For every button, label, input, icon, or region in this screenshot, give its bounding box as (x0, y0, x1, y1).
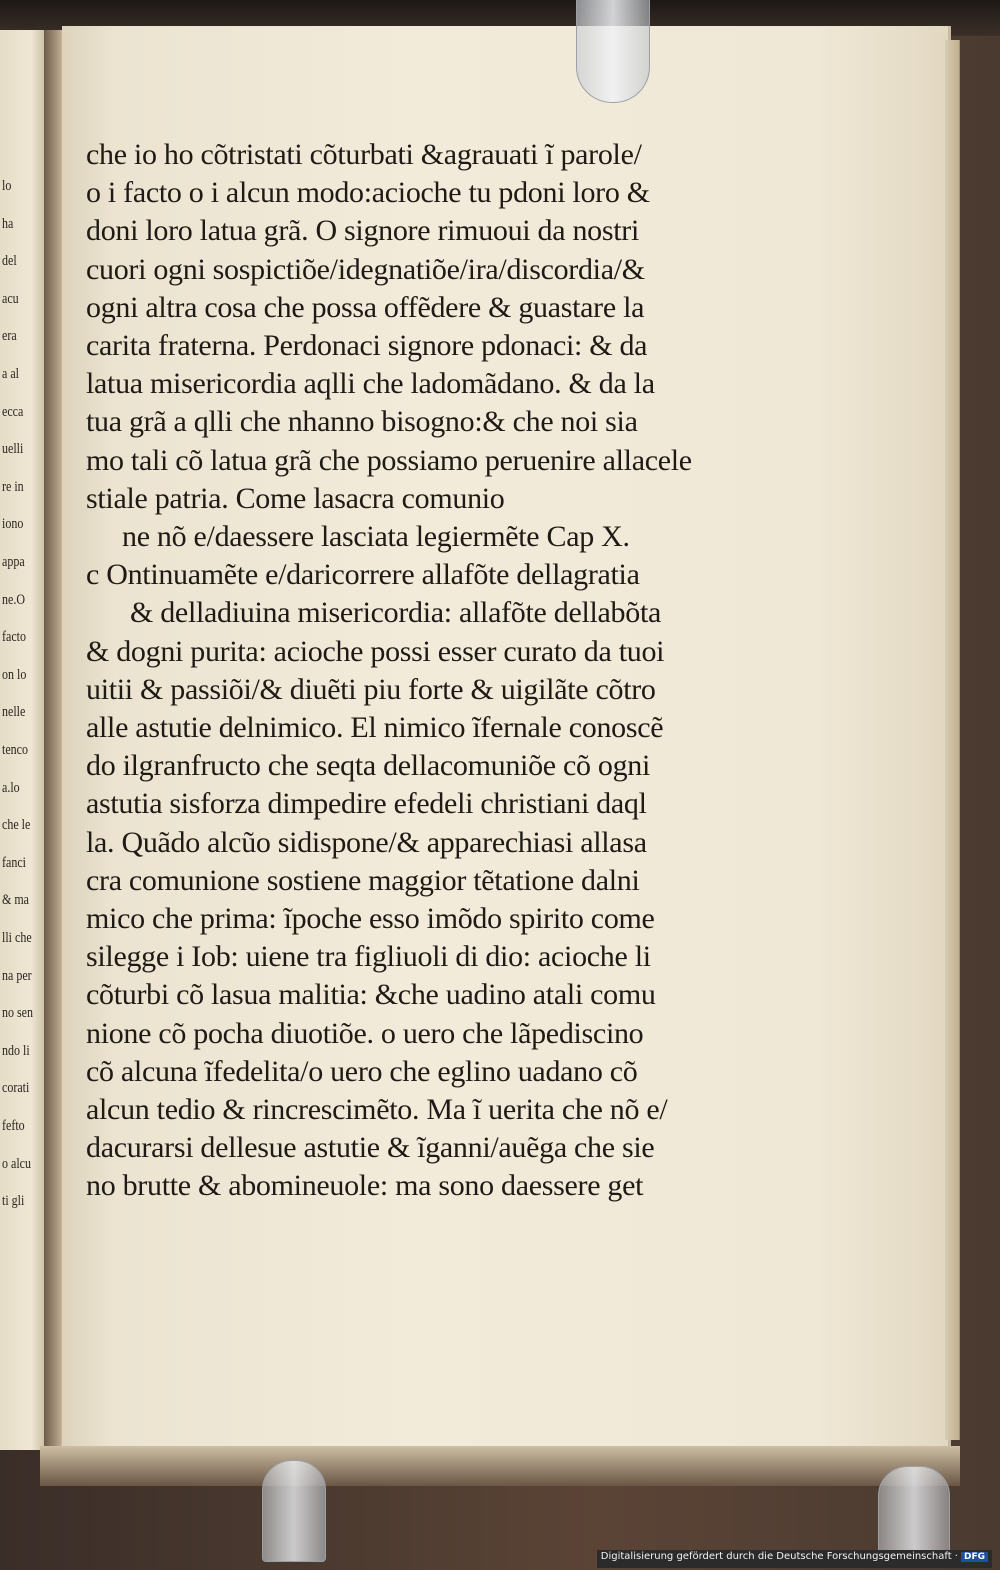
text-line: astutia sisforza dimpedire efedeli christiani daql (86, 787, 647, 821)
left-page-fragment: lli che (2, 930, 32, 946)
text-line: nione cõ pocha diuotiõe. o uero che lãpediscino (86, 1016, 644, 1050)
text-line: & dogni purita: acioche possi esser curato da tuoi (86, 634, 665, 668)
text-line: do ilgranfructo che seqta dellacomuniõe cõ ogni (86, 749, 651, 783)
text-line: cõ alcuna ĩfedelita/o uero che eglino uadano cõ (86, 1054, 638, 1088)
left-page-fragment: uelli (2, 441, 24, 458)
left-page-fragment: ecca (2, 403, 24, 420)
text-line: latua misericordia aqlli che ladomãdano. & da la (86, 367, 655, 401)
left-page-fragment: a al (2, 366, 19, 382)
left-page-fragment: facto (2, 629, 26, 646)
text-line: uitii & passiõi/& diuẽti piu forte & uigilãte cõtro (86, 672, 656, 706)
text-line: & delladiuina misericordia: allafõte dellabõta (130, 596, 661, 630)
text-line: ogni altra cosa che possa offẽdere & guastare la (86, 290, 645, 324)
left-page-fragment: a.lo (2, 779, 20, 796)
left-page-fragment: no sen (2, 1005, 33, 1022)
left-page-fragment: nelle (2, 704, 26, 721)
text-line: ne nõ e/daessere lasciata legiermẽte Cap X. (122, 520, 630, 553)
left-page-fragment: ndo li (2, 1042, 30, 1059)
left-page-fragment: acu (2, 290, 19, 307)
text-line: cuori ogni sospictiõe/idegnatiõe/ira/discordia/& (86, 252, 645, 286)
credit-text: Digitalisierung gefördert durch die Deutsche Forschungsgemeinschaft · (600, 1551, 958, 1562)
left-page-fragment: o alcu (2, 1155, 31, 1172)
text-line: c Ontinuamẽte e/daricorrere allafõte dellagratia (86, 558, 640, 592)
left-page-fragment: corati (2, 1080, 30, 1097)
left-page-fragment: fefto (2, 1118, 25, 1134)
left-page-fragment: appa (2, 554, 25, 570)
page-clip-bottom-right (878, 1466, 950, 1562)
text-line: stiale patria. Come lasacra comunio (86, 481, 505, 515)
text-line: mo tali cõ latua grã che possiamo peruenire allacele (86, 443, 692, 477)
left-page-fragment: fanci (2, 854, 26, 871)
text-line: la. Quãdo alcũo sidispone/& apparechiasi allasa (86, 825, 647, 859)
dfg-logo: DFG (961, 1552, 988, 1562)
text-line: doni loro latua grã. O signore rimuoui da nostri (86, 214, 639, 248)
text-line: alle astutie delnimico. El nimico ĩfernale conoscẽ (86, 711, 664, 744)
text-line: cra comunione sostiene maggior tẽtatione dalni (86, 863, 640, 897)
left-page-fragment: iono (2, 516, 24, 533)
text-line: no brutte & abomineuole: ma sono daessere get (86, 1169, 644, 1203)
left-page-fragment: na per (2, 967, 32, 984)
left-page-fragment: ti gli (2, 1193, 25, 1210)
left-page-fragment: tenco (2, 742, 28, 758)
page-clip-top (576, 0, 650, 103)
text-line: carita fraterna. Perdonaci signore pdonaci: & da (86, 329, 648, 362)
book-gutter (44, 30, 64, 1460)
page-bottom-edge (40, 1446, 960, 1486)
left-page-fragment: re in (2, 478, 24, 495)
left-page-fragment: on lo (2, 666, 27, 683)
left-page-fragment: era (2, 328, 17, 345)
page-clip-bottom-left (262, 1460, 326, 1562)
left-page-fragment: ha (2, 215, 14, 232)
text-line: silegge i Iob: uiene tra figliuoli di dio: acioche li (86, 940, 651, 974)
text-line: che io ho cõtristati cõturbati &agrauati ĩ parole/ (86, 138, 642, 171)
text-line: dacurarsi dellesue astutie & ĩganni/auẽga che sie (86, 1131, 655, 1165)
left-page-fragment: & ma (2, 892, 29, 909)
text-line: tua grã a qlli che nhanno bisogno:& che noi sia (86, 405, 638, 439)
left-page-fragment: lo (2, 178, 12, 194)
digitization-credit (597, 1550, 992, 1568)
left-page-fragment: che le (2, 817, 31, 834)
page-fore-edge (945, 40, 960, 1440)
text-line: mico che prima: ĩpoche esso imõdo spirito come (86, 902, 655, 935)
text-line: cõturbi cõ lasua malitia: &che uadino atali comu (86, 978, 656, 1012)
left-page (0, 30, 46, 1450)
left-page-fragment: ne.O (2, 591, 25, 608)
left-page-fragment: del (2, 253, 17, 270)
text-line: alcun tedio & rincrescimẽto. Ma ĩ uerita che nõ e/ (86, 1093, 668, 1126)
text-line: o i facto o i alcun modo:acioche tu pdoni loro & (86, 176, 650, 210)
